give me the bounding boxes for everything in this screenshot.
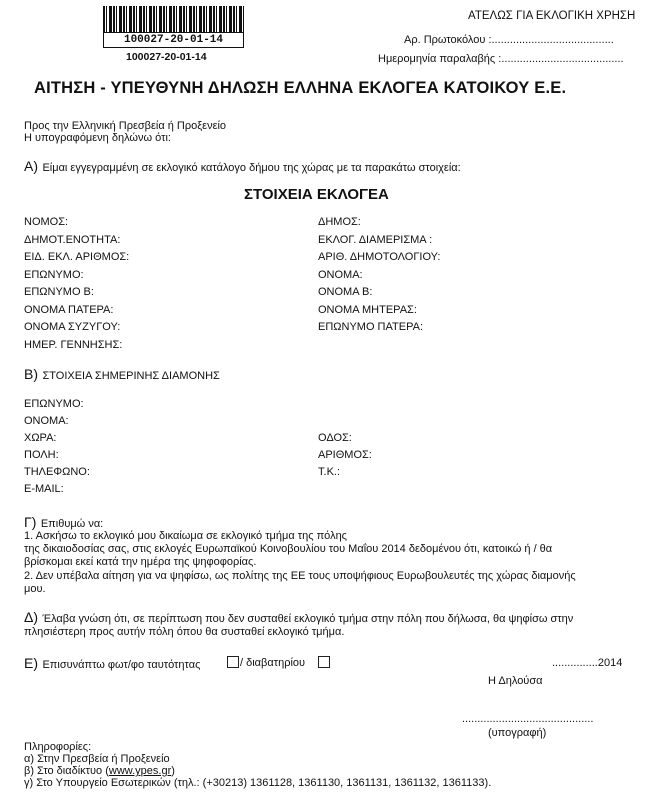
barcode-boxed-number: 100027-20-01-14 xyxy=(103,32,244,48)
info-heading: Πληροφορίες: xyxy=(24,741,92,753)
wish-item-2-line-2: μου. xyxy=(24,583,46,595)
id-card-checkbox[interactable] xyxy=(227,656,239,668)
form-field-label: ΟΝΟΜΑ ΣΥΖΥΓΟΥ: xyxy=(24,321,121,333)
voter-details-heading: ΣΤΟΙΧΕΙΑ ΕΚΛΟΓΕΑ xyxy=(244,186,389,203)
form-field-label: ΕΠΩΝΥΜΟ Β: xyxy=(24,286,94,298)
form-field-label: ΟΝΟΜΑ: xyxy=(318,268,363,281)
section-c-letter: Γ) xyxy=(24,514,37,530)
form-field-label: ΔΗΜΟΤ.ΕΝΟΤΗΤΑ: xyxy=(24,233,121,246)
form-field-label: ΟΔΟΣ: xyxy=(318,432,352,444)
form-field-label: ΗΜΕΡ. ΓΕΝΝΗΣΗΣ: xyxy=(24,338,123,351)
section-a-text: Είμαι εγγεγραμμένη σε εκλογικό κατάλογο δήμου της χώρας με τα παρακάτω στοιχεία: xyxy=(42,162,461,174)
form-field-label: ΝΟΜΟΣ: xyxy=(24,216,69,228)
info-embassy: α) Στην Πρεσβεία ή Προξενείο xyxy=(24,753,170,765)
form-field-label: ΟΝΟΜΑ: xyxy=(24,415,69,427)
protocol-number-field: Αρ. Πρωτοκόλου :........................................ xyxy=(404,34,614,46)
form-field-label: ΑΡΙΘΜΟΣ: xyxy=(318,449,372,461)
declaration-date-field: ...............2014 xyxy=(552,657,623,669)
fee-exempt-label: ΑΤΕΛΩΣ ΓΙΑ ΕΚΛΟΓΙΚΗ ΧΡΗΣΗ xyxy=(468,10,636,22)
received-date-field: Ημερομηνία παραλαβής :........................................ xyxy=(378,53,624,65)
section-e-line xyxy=(24,655,200,673)
section-d-letter: Δ) xyxy=(24,609,39,625)
form-field-label: ΟΝΟΜΑ Β: xyxy=(318,286,373,298)
barcode-number: 100027-20-01-14 xyxy=(126,51,207,63)
attach-passport-label: / διαβατηρίου xyxy=(240,657,306,669)
form-field-label: ΔΗΜΟΣ: xyxy=(318,216,361,228)
form-field-label: ΠΟΛΗ: xyxy=(24,449,59,461)
section-b-letter: Β) xyxy=(24,366,38,382)
info-website-line xyxy=(24,765,175,777)
section-c-heading: Επιθυμώ να: xyxy=(40,518,104,530)
section-b-heading: ΣΤΟΙΧΕΙΑ ΣΗΜΕΡΙΝΗΣ ΔΙΑΜΟΝΗΣ xyxy=(42,370,220,382)
ypes-website-link[interactable]: www.ypes.gr xyxy=(108,765,172,777)
section-d-line xyxy=(24,609,573,627)
form-field-label: ΕΠΩΝΥΜΟ ΠΑΤΕΡΑ: xyxy=(318,321,423,333)
wish-item-2-line-1: 2. Δεν υπέβαλα αίτηση για να ψηφίσω, ως πολίτης της ΕΕ τους υποψήφιους Ευρωβουλευτές της χώρας διαμονής xyxy=(24,570,576,582)
wish-item-1-line-3: βρίσκομαι εκεί κατά την ημέρα της ψηφοφορίας. xyxy=(24,556,257,568)
info-website-prefix: β) Στο διαδίκτυο ( xyxy=(24,765,109,777)
form-field-label: ΕΙΔ. ΕΚΛ. ΑΡΙΘΜΟΣ: xyxy=(24,251,130,263)
form-field-label: Τ.Κ.: xyxy=(318,466,341,478)
attach-id-label: Επισυνάπτω φωτ/φο ταυτότητας xyxy=(42,659,201,671)
form-field-label: ΕΠΩΝΥΜΟ: xyxy=(24,268,84,281)
form-field-label: ΑΡΙΘ. ΔΗΜΟΤΟΛΟΓΙΟΥ: xyxy=(318,251,441,263)
wish-item-1-line-1: 1. Ασκήσω το εκλογικό μου δικαίωμα σε εκλογικό τμήμα της πόλης xyxy=(24,530,347,542)
section-a-letter: Α) xyxy=(24,158,38,174)
form-field-label: ΤΗΛΕΦΩΝΟ: xyxy=(24,466,90,478)
form-field-label: ΕΚΛΟΓ. ΔΙΑΜΕΡΙΣΜΑ : xyxy=(318,233,433,246)
info-ministry: γ) Στο Υπουργείο Εσωτερικών (τηλ.: (+30213) 1361128, 1361130, 1361131, 1361132, 1361133). xyxy=(24,777,492,789)
declarant-label: Η Δηλούσα xyxy=(488,675,543,687)
section-b-line xyxy=(24,366,220,384)
section-e-letter: Ε) xyxy=(24,655,38,671)
form-field-label: ΟΝΟΜΑ ΜΗΤΕΡΑΣ: xyxy=(318,303,417,316)
section-d-text-1: Έλαβα γνώση ότι, σε περίπτωση που δεν συσταθεί εκλογικό τμήμα στην πόλη που δήλωσα, θα ψηφίσω στην xyxy=(42,613,574,625)
form-field-label: E-MAIL: xyxy=(24,483,64,495)
intro-declaration: Η υπογραφόμενη δηλώνω ότι: xyxy=(24,132,171,144)
wish-item-1-line-2: της δικαιοδοσίας σας, στις εκλογές Ευρωπαϊκού Κοινοβουλίου του Μαΐου 2014 δεδομένου ότι, κατοικώ ή / θα xyxy=(24,543,553,555)
signature-label: (υπογραφή) xyxy=(488,727,547,739)
signature-line: ........................................... xyxy=(462,713,594,725)
section-a-line xyxy=(24,158,461,176)
intro-recipient: Προς την Ελληνική Πρεσβεία ή Προξενείο xyxy=(24,120,227,132)
section-d-text-2: πλησιέστερη προς αυτήν πόλη όπου θα συσταθεί εκλογικό τμήμα. xyxy=(24,626,345,638)
page-title: ΑΙΤΗΣΗ - ΥΠΕΥΘΥΝΗ ΔΗΛΩΣΗ ΕΛΛΗΝΑ ΕΚΛΟΓΕΑ ΚΑΤΟΙΚΟΥ Ε.Ε. xyxy=(34,79,567,97)
form-field-label: ΕΠΩΝΥΜΟ: xyxy=(24,398,84,410)
info-website-suffix: ) xyxy=(171,765,175,777)
form-field-label: ΧΩΡΑ: xyxy=(24,432,57,444)
passport-checkbox[interactable] xyxy=(318,656,330,668)
form-field-label: ΟΝΟΜΑ ΠΑΤΕΡΑ: xyxy=(24,303,114,316)
